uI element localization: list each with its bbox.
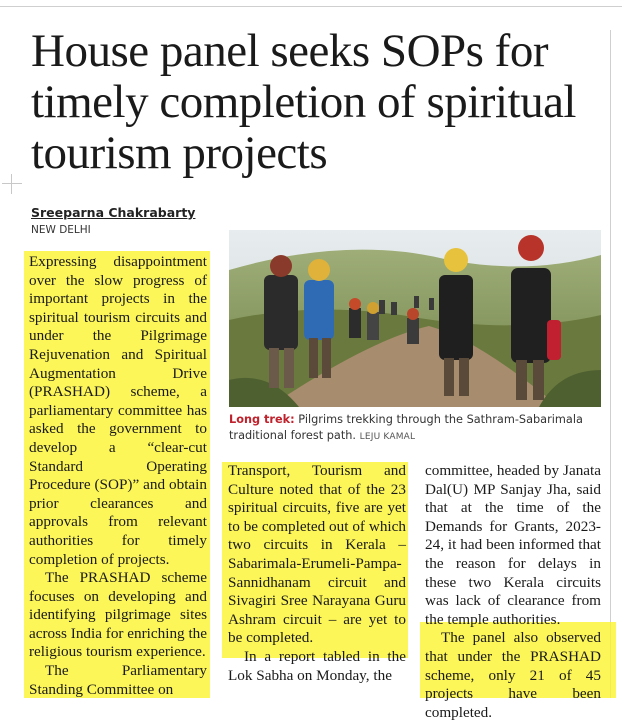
paragraph: Expressing disappointment over the slow progress of important projects in the spiritual tourism circuits and under the Pilgrimage Rejuvenation and Spiritual Augmentation Drive (PRASHAD) scheme, a parliamentary committee has asked the government to develop a “clear-cut Standard Operating Procedure (SOP)” and obtain prior clearances and approvals from relevant authorities for timely completion of projects. bbox=[29, 253, 207, 568]
paragraph: Transport, Tourism and Culture noted that of the 23 spiritual circuits, five are yet to be completed out of which two circuits in Kerala – Sabarimala-Erumeli-Pampa-Sannidhanam circuit and Sivagiri Sree Narayana Guru Ashram circuit – are yet to be completed. bbox=[228, 462, 406, 647]
news-photo bbox=[229, 230, 601, 407]
crop-mark-icon bbox=[2, 174, 22, 194]
article-column-2 bbox=[228, 462, 406, 685]
dateline: NEW DELHI bbox=[31, 224, 91, 236]
pilgrims-trek-image bbox=[229, 230, 601, 407]
paragraph: The panel also observed that under the PRASHAD scheme, only 21 of 45 projects have been completed. bbox=[425, 629, 601, 721]
photo-credit: LEJU KAMAL bbox=[359, 432, 416, 442]
paragraph: The PRASHAD scheme focuses on developing and identifying pilgrimage sites across India for enriching the religious tourism experience. bbox=[29, 569, 207, 661]
paragraph: The Parliamentary Standing Committee on bbox=[29, 662, 207, 698]
photo-caption bbox=[229, 412, 601, 445]
paragraph: In a report tabled in the Lok Sabha on Monday, the bbox=[228, 647, 406, 684]
caption-lead: Long trek: bbox=[229, 413, 295, 426]
article-column-3 bbox=[425, 462, 601, 722]
headline: House panel seeks SOPs for timely completion of spiritual tourism projects bbox=[31, 25, 576, 179]
paragraph: committee, headed by Janata Dal(U) MP Sanjay Jha, said that at the time of the Demands for Grants, 2023-24, it had been informed that the reason for delays in these two Kerala circuits was lack of clearance from the temple authorities. bbox=[425, 462, 601, 628]
top-rule bbox=[0, 6, 622, 7]
byline: Sreeparna Chakrabarty bbox=[31, 205, 196, 220]
article-column-1 bbox=[29, 253, 207, 699]
caption-text: Pilgrims trekking through the Sathram-Sabarimala traditional forest path. bbox=[229, 413, 583, 442]
